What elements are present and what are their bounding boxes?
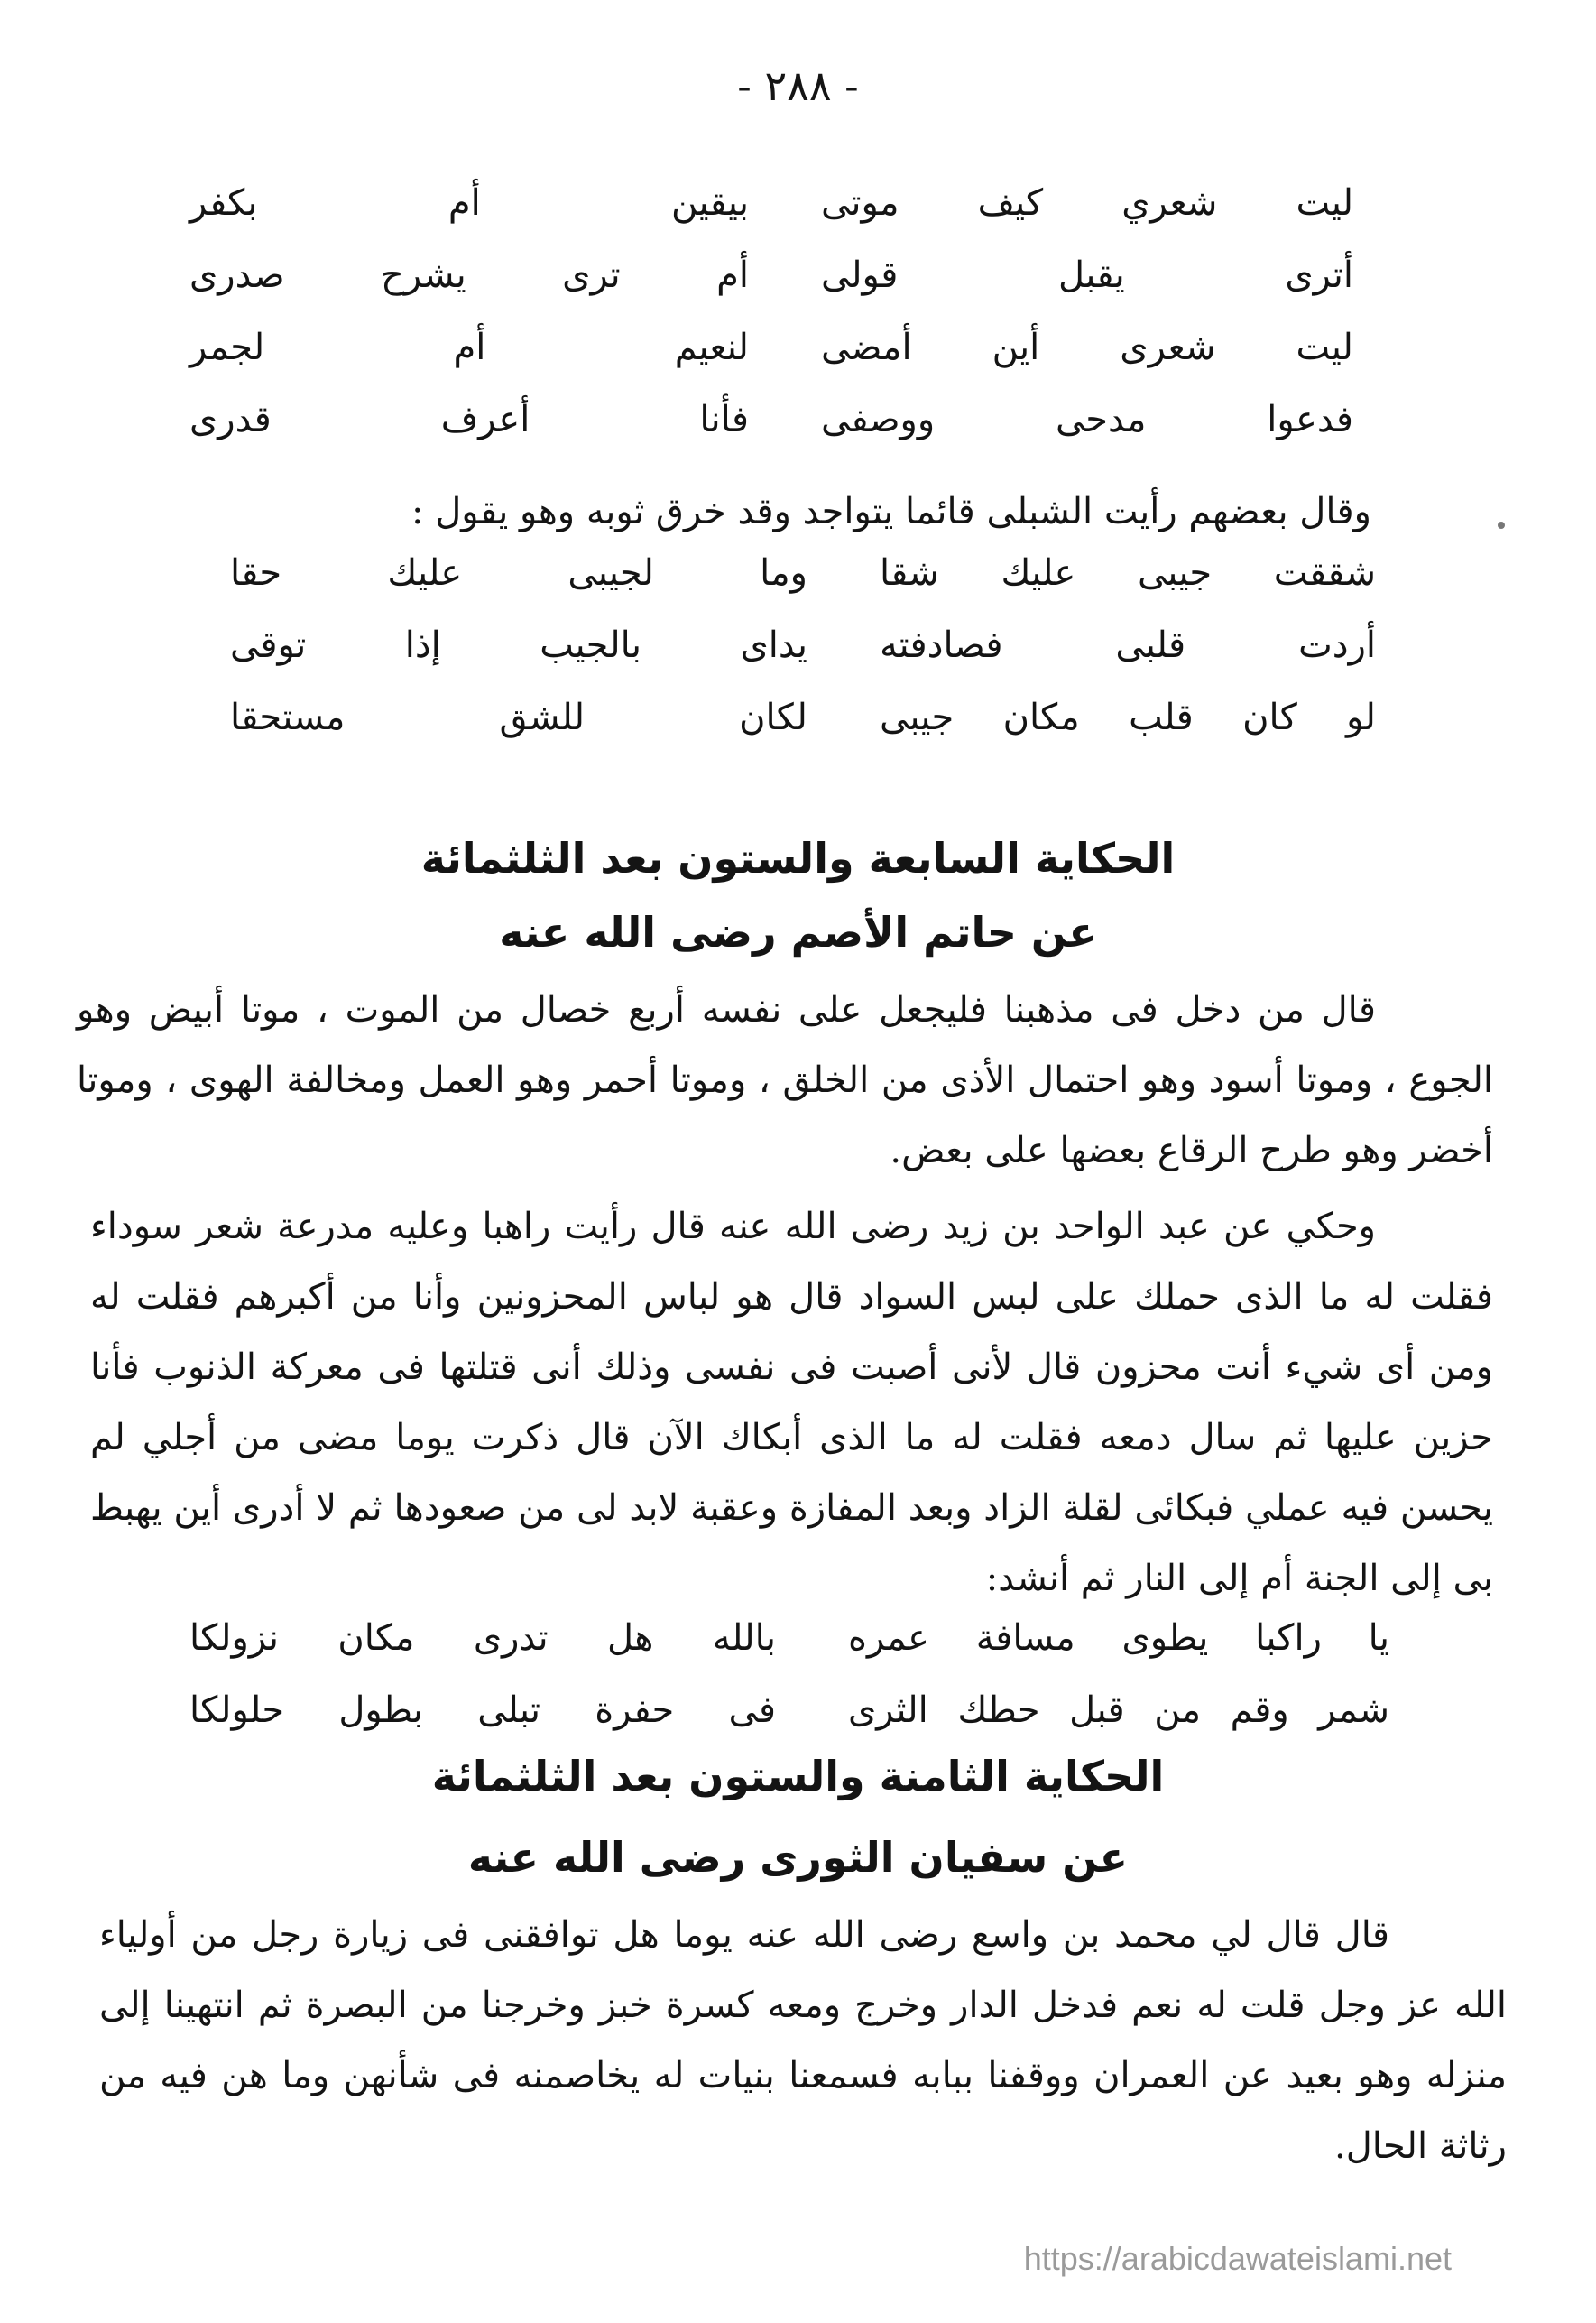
poem-2-intro: وقال بعضهم رأيت الشبلى قائما يتواجد وقد خرق ثوبه وهو يقول : bbox=[411, 491, 1371, 532]
verse-second-hemistich: فأنا أعرف قدرى bbox=[189, 399, 749, 440]
verse-second-hemistich: يداى بالجيب إذا توقى bbox=[230, 625, 807, 666]
story-368-paragraph: قال قال لي محمد بن واسع رضى الله عنه يوما هل توافقنى فى زيارة رجل من أولياء الله عز وجل قلت له نعم فدخل الدار وخرج ومعه كسرة خبز وخرجنا من البصرة ثم انتهينا إلى منزله وهو بعيد عن العمران ووقفنا ببابه فسمعنا بنيات له يخاصمنه فى شأنهن وما هن فيه من رثاثة الحال. bbox=[99, 1914, 1507, 2167]
poem-1 bbox=[189, 182, 1353, 474]
story-367-paragraph-2: وحكي عن عبد الواحد بن زيد رضى الله عنه قال رأيت راهبا وعليه مدرعة شعر سوداء فقلت له ما الذى حملك على لبس السواد قال هو لباس المحزونين وأنا من أكبرهم فقلت له ومن أى شيء أنت محزون قال لأنى أصبت فى نفسى وذلك أنى قتلتها فى معركة الذنوب فأنا حزين عليها ثم سال دمعه فقلت له ما الذى أبكاك الآن قال ذكرت يوما مضى من أجلي لم يحسن فيه عملي فبكائى لقلة الزاد وبعد المفازة وعقبة لابد لى من صعودها ثم لا أدرى أين يهبط بى إلى الجنة أم إلى النار ثم أنشد: bbox=[90, 1206, 1493, 1599]
story-367-subheading: عن حاتم الأصم رضى الله عنه bbox=[499, 908, 1097, 957]
story-368-subheading: عن سفيان الثورى رضى الله عنه bbox=[467, 1833, 1129, 1882]
verse-first-hemistich: لو كان قلب مكان جيبى bbox=[880, 697, 1376, 738]
verse bbox=[189, 399, 1353, 474]
margin-mark bbox=[1498, 522, 1505, 529]
page-number: - ٢٨٨ - bbox=[737, 61, 859, 110]
verse-second-hemistich: بيقين أم بكفر bbox=[189, 182, 749, 224]
story-367-paragraph: قال من دخل فى مذهبنا فليجعل على نفسه أربع خصال من الموت ، موتا أبيض وهو الجوع ، وموتا أسود وهو احتمال الأذى من الخلق ، وموتا أحمر وهو العمل ومخالفة الهوى ، وموتا أخضر وهو طرح الرقاع بعضها على بعض. bbox=[77, 989, 1493, 1171]
verse-second-hemistich: بالله هل تدرى مكان نزولكا bbox=[189, 1617, 776, 1659]
verse-first-hemistich: شققت جيبى عليك شقا bbox=[880, 552, 1376, 594]
poem-3 bbox=[189, 1617, 1389, 1764]
verse-second-hemistich: أم ترى يشرح صدرى bbox=[189, 255, 749, 296]
verse bbox=[230, 552, 1376, 627]
verse-second-hemistich: فى حفرة تبلى بطول حلولكا bbox=[189, 1689, 776, 1731]
verse-second-hemistich: وما لجيبى عليك حقا bbox=[230, 552, 807, 594]
verse-first-hemistich: يا راكبا يطوى مسافة عمره bbox=[848, 1617, 1389, 1659]
verse-first-hemistich: ليت شعرى أين أمضى bbox=[821, 327, 1353, 368]
watermark-url: https://arabicdawateislami.net bbox=[1023, 2240, 1452, 2277]
verse-second-hemistich: لكان للشق مستحقا bbox=[230, 697, 807, 738]
poem-2 bbox=[230, 552, 1376, 772]
verse-first-hemistich: ليت شعري كيف موتى bbox=[821, 182, 1353, 224]
verse-first-hemistich: فدعوا مدحى ووصفى bbox=[821, 399, 1353, 440]
verse bbox=[189, 257, 1353, 329]
verse-second-hemistich: لنعيم أم لجمر bbox=[189, 327, 749, 368]
verse bbox=[230, 699, 1376, 772]
verse-first-hemistich: شمر وقم من قبل حطك الثرى bbox=[848, 1689, 1389, 1731]
verse bbox=[189, 182, 1353, 257]
verse bbox=[189, 1617, 1389, 1692]
verse-first-hemistich: أترى يقبل قولى bbox=[821, 255, 1353, 296]
verse-first-hemistich: أردت قلبى فصادفته bbox=[880, 625, 1376, 666]
story-368-heading: الحكاية الثامنة والستون بعد الثلثمائة bbox=[431, 1752, 1165, 1800]
story-367-heading: الحكاية السابعة والستون بعد الثلثمائة bbox=[420, 834, 1176, 883]
verse bbox=[189, 329, 1353, 402]
verse bbox=[230, 627, 1376, 699]
